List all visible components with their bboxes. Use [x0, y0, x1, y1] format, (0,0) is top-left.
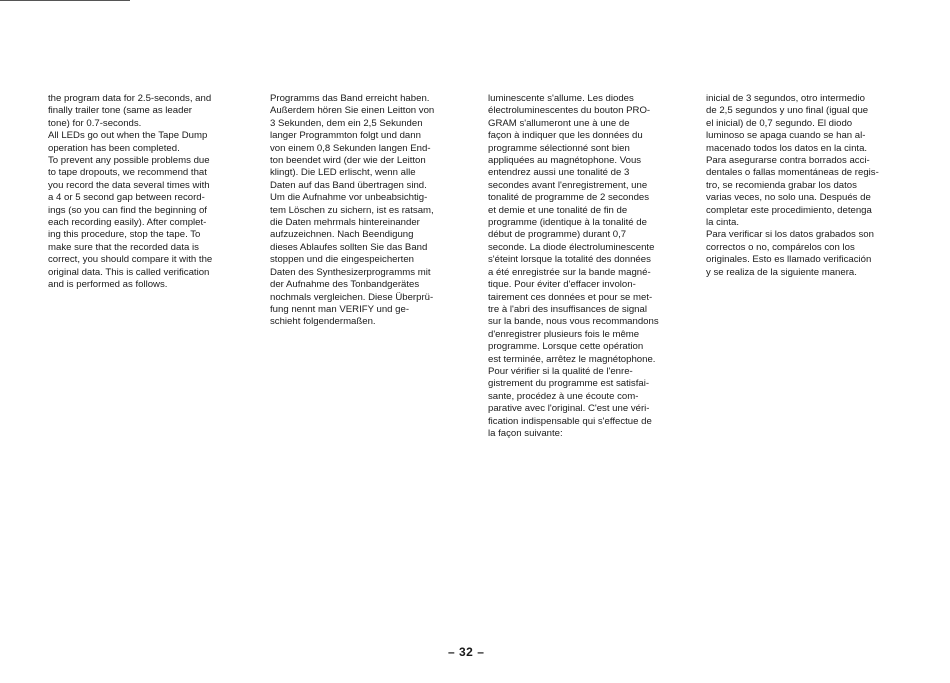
page-number: – 32 – [448, 645, 485, 659]
top-edge-rule [0, 0, 130, 1]
german-column [270, 93, 450, 329]
french-column [488, 93, 668, 440]
german-text: Programms das Band erreicht haben. Außerdem hören Sie einen Leitton von 3 Sekunden, dem ein 2,5 Sekunden langer Programmton folgt und dann von einem 0,8 Sekunden langen End- ton beendet wird (der wie der Leitton klingt). Die LED erlischt, wenn alle Daten auf das Band übertragen sind. Um die Aufnahme vor unbeabsichtig- tem Löschen zu sichern, ist es ratsam, die Daten mehrmals hintereinander aufzuzeichnen. Nach Beendigung dieses Ablaufes sollten Sie das Band stoppen und die eingespeicherten Daten des Synthesizerprogramms mit der Aufnahme des Tonbandgerätes nochmals vergleichen. Diese Überprü- fung nennt man VERIFY und ge- schieht folgendermaßen. [270, 93, 435, 328]
french-text: luminescente s'allume. Les diodes électroluminescentes du bouton PRO- GRAM s'allumeront une à une de façon à indiquer que les données du programme sélectionné sont bien appliquées au magnétophone. Vous entendrez aussi une tonalité de 3 secondes avant l'enregistrement, une tonalité de programme de 2 secondes et demie et une tonalité de fin de programme (identique à la tonalité de début de programme) durant 0,7 seconde. La diode électroluminescente s'éteint lorsque la totalité des données a été enregistrée sur la bande magné- tique. Pour éviter d'effacer involon- tairement ces données et pour se met- tre à l'abri des insuffisances de signal sur la bande, nous vous recommandons d'enregistrer plusieurs fois le même programme. Lorsque cette opération est terminée, arrêtez le magnétophone. Pour vérifier si la qualité de l'enre- gistrement du programme est satisfai- sante, procédez à une écoute com- parative avec l'original. C'est une véri- fication indispensable qui s'effectue de la façon suivante: [488, 93, 659, 439]
english-column [48, 93, 231, 292]
spanish-text: inicial de 3 segundos, otro intermedio de 2,5 segundos y uno final (igual que el inicial) de 0,7 segundo. El diodo luminoso se apaga cuando se han al- macenado todos los datos en la cinta. Para asegurarse contra borrados acci- dentales o fallas momentáneas de regis- tro, se recomienda grabar los datos varias veces, no solo una. Después de completar este procedimiento, detenga la cinta. Para verificar si los datos grabados son correctos o no, compárelos con los originales. Esto es llamado verificación y se realiza de la siguiente manera. [706, 93, 879, 278]
english-text: the program data for 2.5-seconds, and finally trailer tone (same as leader tone) for 0.7-seconds. All LEDs go out when the Tape Dump operation has been completed. To prevent any possible problems due to tape dropouts, we recommend that you record the data several times with a 4 or 5 second gap between record- ings (so you can find the beginning of each recording easily). After complet- ing this procedure, stop the tape. To make sure that the recorded data is correct, you should compare it with the original data. This is called verification and is performed as follows. [48, 93, 213, 291]
spanish-column [706, 93, 886, 279]
